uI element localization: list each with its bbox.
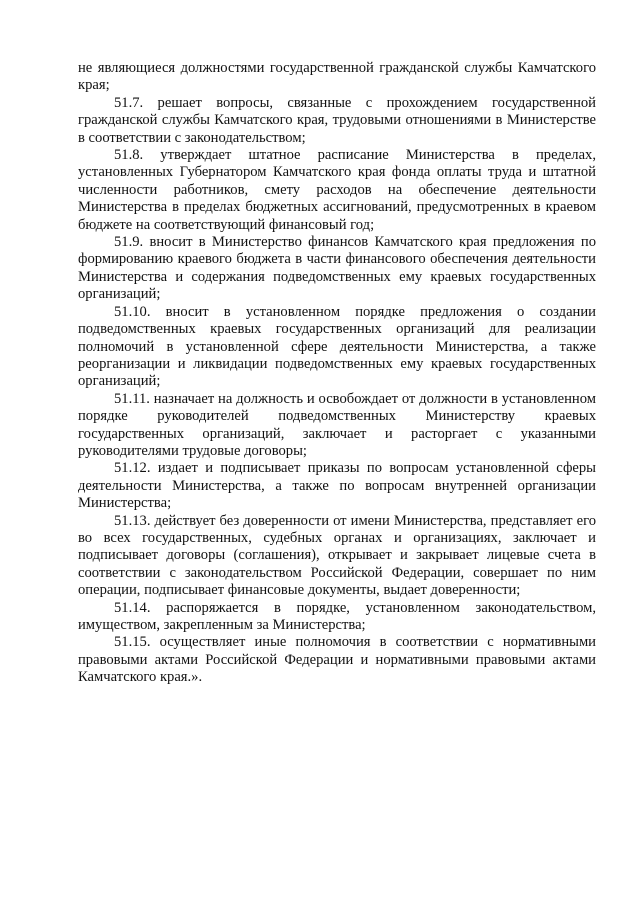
paragraph-51-9: 51.9. вносит в Министерство финансов Камчатского края предложения по формированию краевого бюджета в части финансового обеспечения деятельности Министерства и содержания подведомственных ему краевых государственных организаций; [78, 234, 596, 303]
paragraph-51-10: 51.10. вносит в установленном порядке предложения о создании подведомственных краевых государственных организаций для реализации полномочий в установленной сфере деятельности Министерства, а также реорганизации и ликвидации подведомственных ему краевых государственных организаций; [78, 303, 596, 390]
paragraph-51-11: 51.11. назначает на должность и освобождает от должности в установленном порядке руководителей подведомственных Министерству краевых государственных организаций, заключает и расторгает с указанными руководителями трудовые договоры; [78, 390, 596, 459]
paragraph-51-14: 51.14. распоряжается в порядке, установленном законодательством, имуществом, закрепленным за Министерства; [78, 599, 596, 633]
paragraph-51-15: 51.15. осуществляет иные полномочия в соответствии с нормативными правовыми актами Российской Федерации и нормативными правовыми актами Камчатского края.». [78, 634, 596, 686]
paragraph-continuation: не являющиеся должностями государственной гражданской службы Камчатского края; [78, 60, 596, 94]
paragraph-51-8: 51.8. утверждает штатное расписание Министерства в пределах, установленных Губернатором Камчатского края фонда оплаты труда и штатной численности работников, смету расходов на обеспечение деятельности Министерства в пределах бюджетных ассигнований, предусмотренных в краевом бюджете на соответствующий финансовый год; [78, 147, 596, 233]
paragraph-51-13: 51.13. действует без доверенности от имени Министерства, представляет его во всех государственных, судебных органах и организациях, заключает и подписывает договоры (соглашения), открывает и закрывает лицевые счета в соответствии с законодательством Российской Федерации, совершает по ним операции, подписывает финансовые документы, выдает доверенности; [78, 512, 596, 599]
document-page [78, 60, 596, 687]
paragraph-51-7: 51.7. решает вопросы, связанные с прохождением государственной гражданской службы Камчатского края, трудовыми отношениями в Министерстве в соответствии с законодательством; [78, 94, 596, 146]
paragraph-51-12: 51.12. издает и подписывает приказы по вопросам установленной сферы деятельности Министерства, а также по вопросам внутренней организации Министерства; [78, 460, 596, 512]
